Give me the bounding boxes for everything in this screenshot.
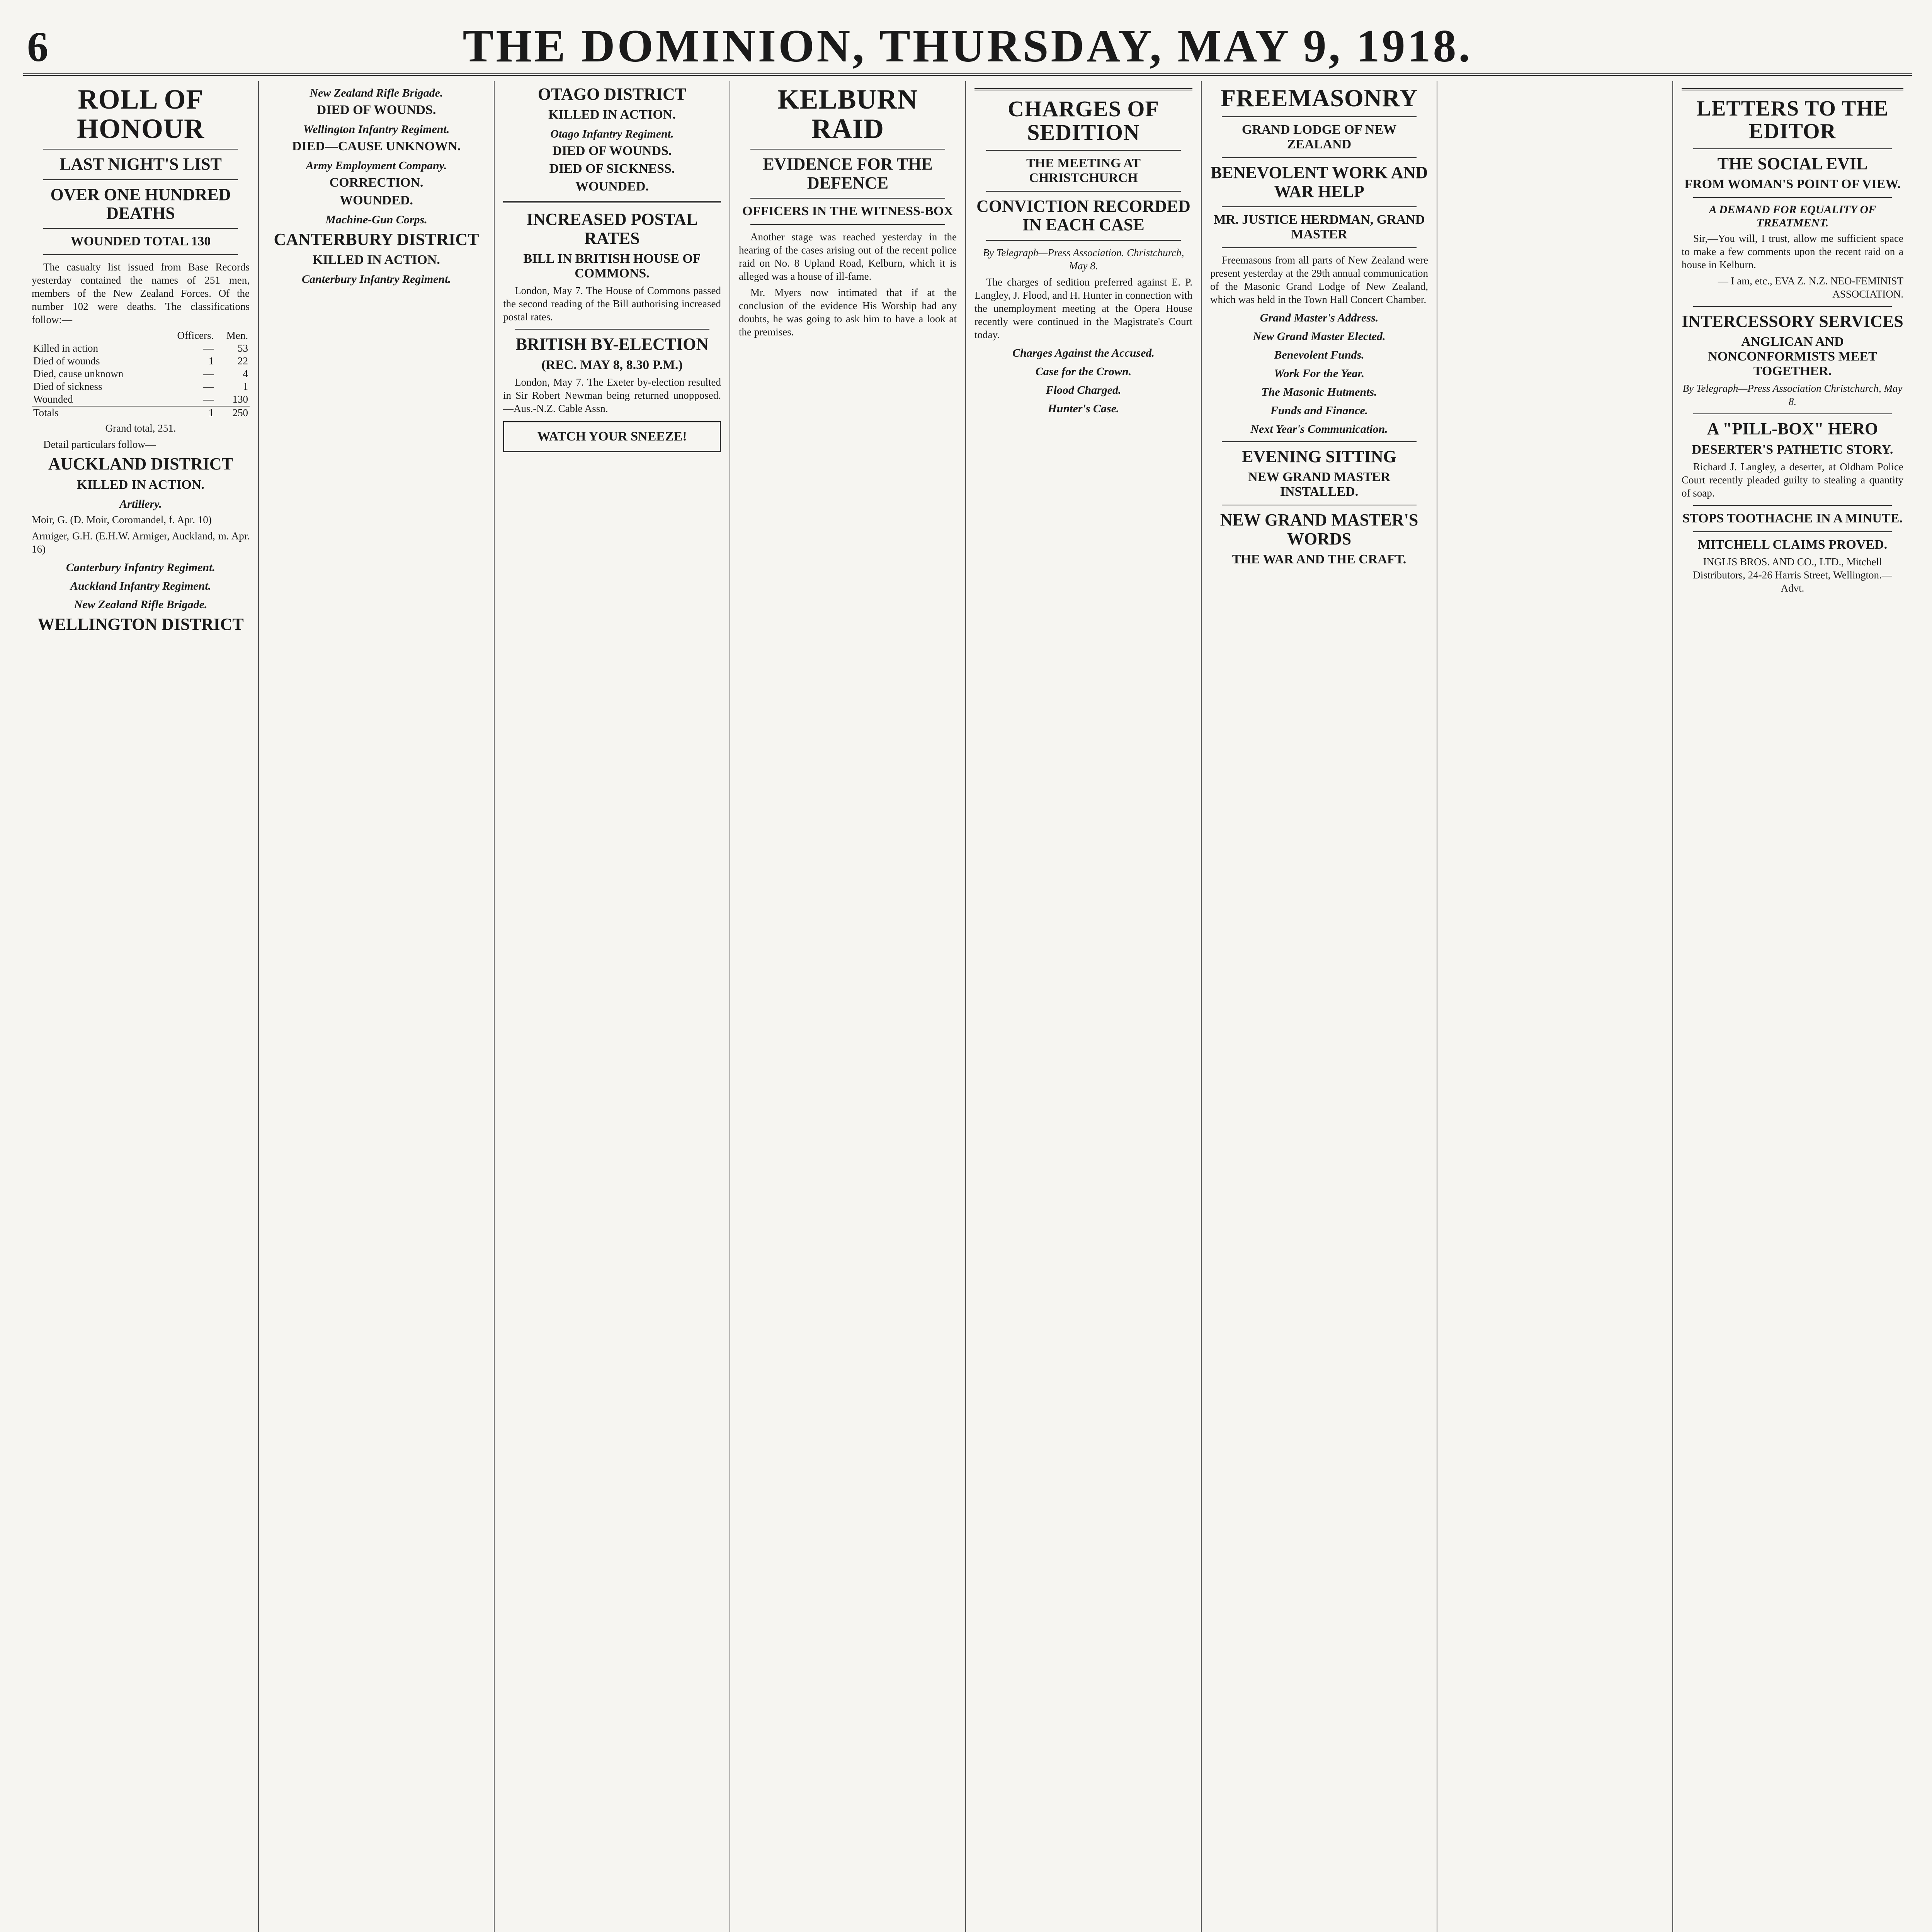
column-5 [966,81,1202,1932]
casualty-table [32,329,250,419]
intercessory-sub: ANGLICAN AND NONCONFORMISTS MEET TOGETHER. [1708,335,1877,379]
column-4 [730,81,966,1932]
election-heading: BRITISH BY-ELECTION [515,335,709,354]
sedition-heading: CHARGES OF SEDITION [1008,96,1159,145]
table-row: Died, cause unknown — 4 [33,368,248,380]
sneeze-heading: WATCH YOUR SNEEZE! [537,429,687,444]
killed-in-action: KILLED IN ACTION. [313,253,440,267]
wounded: WOUNDED. [340,193,413,207]
postal-text: London, May 7. The House of Commons passed the second reading of the Bill authorising increased postal rates. [503,285,721,323]
died-of-wounds: DIED OF WOUNDS. [316,103,436,117]
casualty-entry: Armiger, G.H. (E.H.W. Armiger, Auckland, m. Apr. 16) [32,530,250,555]
table-row: Wounded — 130 [33,393,248,405]
evil-kicker: A DEMAND FOR EQUALITY OF TREATMENT. [1709,203,1876,229]
column-1 [23,81,259,1932]
regiment-label: Canterbury Infantry Regiment. [302,273,451,286]
evil-sub: FROM WOMAN'S POINT OF VIEW. [1684,177,1901,191]
table-row: Died of wounds 1 22 [33,355,248,367]
pillbox-sub: DESERTER'S PATHETIC STORY. [1692,442,1893,457]
kelburn-sub2: OFFICERS IN THE WITNESS-BOX [742,204,953,218]
intercessory-dateline: By Telegraph—Press Association Christchurch, May 8. [1682,383,1903,408]
regiment-label: Army Employment Company. [306,159,447,172]
masthead [23,15,1912,76]
postal-sub: BILL IN BRITISH HOUSE OF COMMONS. [523,252,701,281]
roll-sub2: OVER ONE HUNDRED DEATHS [50,185,231,223]
table-row: Totals 1 250 [32,406,250,419]
roll-sub3: WOUNDED TOTAL 130 [70,234,211,249]
evening-sub: NEW GRAND MASTER INSTALLED. [1248,470,1390,499]
evening-heading: EVENING SITTING [1242,447,1396,466]
casualty-entry: Moir, G. (D. Moir, Coromandel, f. Apr. 10) [32,514,212,526]
newspaper-title: THE DOMINION, THURSDAY, MAY 9, 1918. [463,20,1473,71]
kelburn-sub1: EVIDENCE FOR THE DEFENCE [763,155,933,192]
roll-heading: ROLL OF HONOUR [77,84,204,144]
subhead: Charges Against the Accused. [1012,346,1155,359]
roll-sub1: LAST NIGHT'S LIST [60,155,222,174]
regiment-label: Wellington Infantry Regiment. [303,123,450,136]
subhead: Work For the Year. [1274,367,1364,380]
column-2 [259,81,495,1932]
subhead: Benevolent Funds. [1274,349,1364,362]
toothache-heading: STOPS TOOTHACHE IN A MINUTE. [1682,511,1903,526]
subhead: Hunter's Case. [1048,402,1119,415]
sedition-sub1: THE MEETING AT CHRISTCHURCH [1026,156,1141,185]
masonry-heading: FREEMASONRY [1220,84,1418,112]
subhead: Funds and Finance. [1270,404,1368,417]
election-sub: (REC. MAY 8, 8.30 P.M.) [541,357,683,372]
correction: CORRECTION. [329,175,423,190]
regiment-label: Machine-Gun Corps. [325,213,427,226]
died-cause-unknown: DIED—CAUSE UNKNOWN. [292,139,461,153]
evil-p1: Sir,—You will, I trust, allow me sufficient space to make a few comments upon the recent raid on a house in Kelburn. [1682,232,1903,271]
inglis-advert: INGLIS BROS. AND CO., LTD., Mitchell Distributors, 24-26 Harris Street, Wellington.—Advt. [1693,556,1892,594]
regiment-label: Otago Infantry Regiment. [550,128,674,141]
regiment-label: Canterbury Infantry Regiment. [66,561,215,574]
wounded: WOUNDED. [575,179,649,194]
otago-district: OTAGO DISTRICT [537,85,687,104]
masonry-sub2: BENEVOLENT WORK AND WAR HELP [1210,163,1428,201]
killed-in-action: KILLED IN ACTION. [548,107,676,122]
kelburn-p1: Another stage was reached yesterday in the hearing of the cases arising out of the recent police raid on No. 8 Upland Road, Kelburn, which it is alleged was a house of ill-fame. [739,231,957,282]
masonry-sub1: GRAND LODGE OF NEW ZEALAND [1242,122,1397,152]
sedition-p1: The charges of sedition preferred against E. P. Langley, J. Flood, and H. Hunter in connection with the unemployment meeting at the Opera House recently were continued in the Magistrate's Court today. [975,276,1192,340]
canterbury-district: CANTERBURY DISTRICT [274,230,479,249]
columns [23,81,1912,1932]
subhead: The Masonic Hutments. [1261,386,1377,399]
regiment-label: New Zealand Rifle Brigade. [74,598,207,611]
words-heading: NEW GRAND MASTER'S WORDS [1220,510,1418,548]
column-6 [1202,81,1437,1932]
sedition-dateline: By Telegraph—Press Association. Christchurch, May 8. [983,247,1184,272]
wellington-district: WELLINGTON DISTRICT [37,614,244,634]
killed-in-action: KILLED IN ACTION. [77,477,204,492]
letters-heading: LETTERS TO THE EDITOR [1696,97,1889,143]
pillbox-heading: A "PILL-BOX" HERO [1707,419,1878,439]
kelburn-heading: KELBURN RAID [777,84,918,144]
newspaper-page [23,15,1912,1932]
column-3 [495,81,730,1932]
pillbox-p1: Richard J. Langley, a deserter, at Oldham Police Court recently pleaded guilty to stealing a quantity of soap. [1682,461,1903,499]
masonry-p1: Freemasons from all parts of New Zealand were present yesterday at the 29th annual communication of the Masonic Grand Lodge of New Zealand, which was held in the Town Hall Concert Chamber. [1210,254,1428,306]
detail-note: Detail particulars follow— [43,439,156,451]
table-row: Killed in action — 53 [33,342,248,354]
subhead: Case for the Crown. [1035,365,1132,378]
advertisement [503,421,721,452]
regiment-label: New Zealand Rifle Brigade. [310,87,443,99]
evil-heading: THE SOCIAL EVIL [1717,154,1868,173]
sedition-sub2: CONVICTION RECORDED IN EACH CASE [976,196,1190,235]
column-8 [1673,81,1912,1932]
table-header-row: Officers. Men. [177,330,248,342]
election-text: London, May 7. The Exeter by-election resulted in Sir Robert Newman being returned unopposed.—Aus.-N.Z. Cable Assn. [503,376,721,414]
subhead: New Grand Master Elected. [1253,330,1386,343]
artillery-label: Artillery. [119,497,162,510]
words-sub: THE WAR AND THE CRAFT. [1232,552,1406,567]
died-of-sickness: DIED OF SICKNESS. [549,162,675,176]
column-7 [1437,81,1673,1932]
roll-intro: The casualty list issued from Base Records yesterday contained the names of 251 men, members of the New Zealand Forces. Of the number 102 were deaths. The classifications follow:— [32,261,250,326]
subhead: Grand Master's Address. [1260,311,1379,325]
subhead: Flood Charged. [1046,383,1121,396]
page-number: 6 [27,23,48,70]
auckland-district: AUCKLAND DISTRICT [48,454,233,474]
table-row: Died of sickness — 1 [33,381,248,393]
died-of-wounds: DIED OF WOUNDS. [552,144,672,158]
letter-signature: — I am, etc., EVA Z. N.Z. NEO-FEMINIST ASSOCIATION. [1718,275,1903,300]
kelburn-p2: Mr. Myers now intimated that if at the conclusion of the evidence His Worship had any doubts, he was going to ask him to have a look at the premises. [739,287,957,338]
intercessory-heading: INTERCESSORY SERVICES [1682,312,1903,331]
masonry-sub3: MR. JUSTICE HERDMAN, GRAND MASTER [1213,212,1425,242]
mitchell-heading: MITCHELL CLAIMS PROVED. [1697,537,1888,552]
grand-total: Grand total, 251. [105,422,176,434]
regiment-label: Auckland Infantry Regiment. [70,579,211,592]
subhead: Next Year's Communication. [1250,423,1388,436]
postal-heading: INCREASED POSTAL RATES [526,210,698,248]
